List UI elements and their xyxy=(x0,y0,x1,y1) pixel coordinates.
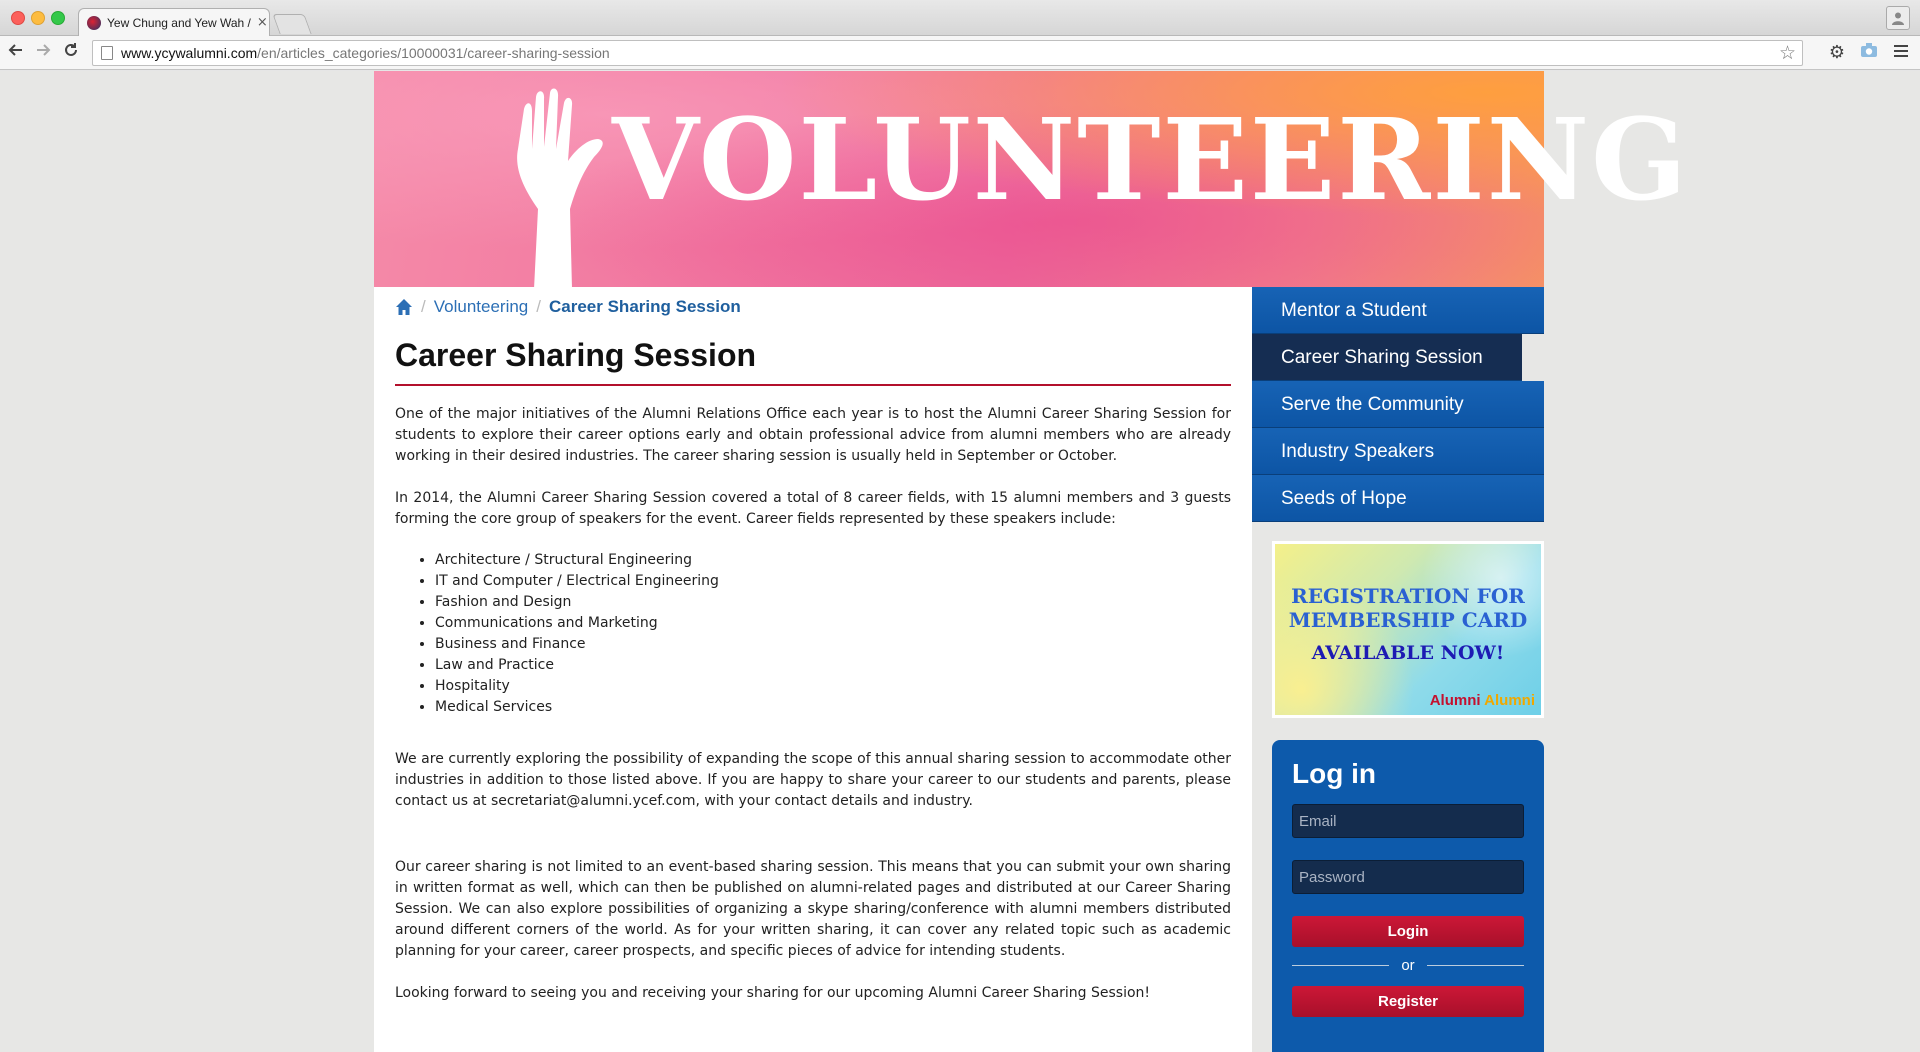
forward-arrow-icon xyxy=(35,42,51,58)
register-button[interactable]: Register xyxy=(1292,986,1524,1017)
career-fields-list xyxy=(435,530,1231,718)
url-path: /en/articles_categories/10000031/career-sharing-session xyxy=(257,45,610,61)
breadcrumb xyxy=(395,297,741,317)
breadcrumb-separator: / xyxy=(536,297,541,316)
breadcrumb-volunteering[interactable]: Volunteering xyxy=(433,297,529,316)
list-item: • Hospitality xyxy=(435,676,1231,697)
settings-gear-icon[interactable]: ⚙ xyxy=(1828,42,1846,63)
or-divider xyxy=(1292,957,1524,974)
email-field[interactable] xyxy=(1292,804,1524,838)
camera-extension-icon[interactable] xyxy=(1858,42,1880,64)
close-window-button[interactable] xyxy=(11,11,25,25)
sidebar-nav xyxy=(1252,287,1544,522)
alumni-logo xyxy=(1430,692,1535,709)
list-item: • Communications and Marketing xyxy=(435,613,1231,634)
page-icon xyxy=(101,46,113,60)
list-item: • Business and Finance xyxy=(435,634,1231,655)
browser-tab-strip xyxy=(0,0,1920,36)
paragraph-written-sharing: Our career sharing is not limited to an event-based sharing session. This means that you can submit your own sharing in written format as well, which can then be published on alumni-related pages and distributed at our Career Sharing Session. We can also explore possibilities of organizing a skype sharing/conference with alumni members distributed around different corners of the world. As for your written sharing, it can cover any related topic such as academic planning for your career, career prospects, and specific pieces of advice for intending students. xyxy=(395,859,1231,959)
profile-icon[interactable] xyxy=(1886,6,1910,30)
sidebar-item-industry-speakers[interactable]: Industry Speakers xyxy=(1252,428,1544,475)
address-bar[interactable] xyxy=(92,40,1803,66)
tab-close-icon[interactable]: × xyxy=(256,15,268,30)
browser-menu-icon[interactable] xyxy=(1890,42,1912,64)
reload-icon xyxy=(63,42,79,58)
forward-button[interactable] xyxy=(32,42,54,64)
tab-title: Yew Chung and Yew Wah / xyxy=(107,15,251,30)
home-icon[interactable] xyxy=(395,298,413,316)
list-item: • Law and Practice xyxy=(435,655,1231,676)
new-tab-button[interactable] xyxy=(272,14,311,34)
sidebar-item-serve-the-community[interactable]: Serve the Community xyxy=(1252,381,1544,428)
page-title: Career Sharing Session xyxy=(395,337,1231,386)
divider-line xyxy=(1427,965,1524,966)
password-field[interactable] xyxy=(1292,860,1524,894)
paragraph-closing: Looking forward to seeing you and receiving your sharing for our upcoming Alumni Career Sharing Session! xyxy=(395,985,1151,1001)
alumni-logo-yew-chung: Alumni xyxy=(1429,692,1481,709)
list-item: • Medical Services xyxy=(435,697,1231,718)
breadcrumb-separator: / xyxy=(421,297,426,316)
or-label: or xyxy=(1401,957,1415,974)
promo-text-membership: MEMBERSHIP CARD xyxy=(1288,608,1528,632)
list-item: • Architecture / Structural Engineering xyxy=(435,550,1231,571)
paragraph-2014: In 2014, the Alumni Career Sharing Session covered a total of 8 career fields, with 15 alumni members and 3 guests forming the core group of speakers for the event. Career fields represented by these speakers include: xyxy=(395,490,1231,527)
browser-toolbar xyxy=(0,36,1920,70)
zoom-window-button[interactable] xyxy=(51,11,65,25)
favicon-icon xyxy=(87,16,101,30)
article-body xyxy=(395,404,1231,1025)
login-button[interactable]: Login xyxy=(1292,916,1524,947)
url-host: www.ycywalumni.com xyxy=(121,45,258,61)
sidebar-item-seeds-of-hope[interactable]: Seeds of Hope xyxy=(1252,475,1544,522)
login-panel xyxy=(1272,740,1544,1052)
promo-line-1 xyxy=(1275,584,1541,632)
volunteering-banner xyxy=(374,71,1689,287)
divider-line xyxy=(1292,965,1389,966)
membership-card-promo[interactable] xyxy=(1272,541,1544,718)
back-button[interactable] xyxy=(5,42,27,64)
minimize-window-button[interactable] xyxy=(31,11,45,25)
paragraph-expanding: We are currently exploring the possibility of expanding the scope of this annual sharing session to accommodate other industries in addition to those listed above. If you are happy to share your career to our students and parents, please contact us at secretariat@alumni.ycef.com, with your contact details and industry. xyxy=(395,751,1231,809)
list-item: • Fashion and Design xyxy=(435,592,1231,613)
reload-button[interactable] xyxy=(60,42,82,64)
banner-title: VOLUNTEERING xyxy=(612,95,1689,226)
breadcrumb-current[interactable]: Career Sharing Session xyxy=(549,297,741,316)
browser-tab[interactable] xyxy=(78,8,270,36)
alumni-logo-yew-wah: Alumni xyxy=(1484,692,1535,709)
sidebar-item-mentor-a-student[interactable]: Mentor a Student xyxy=(1252,287,1544,334)
sidebar-item-career-sharing-session[interactable]: Career Sharing Session xyxy=(1252,334,1522,381)
paragraph-intro: One of the major initiatives of the Alumni Relations Office each year is to host the Alumni Career Sharing Session for students to explore their career options early and obtain professional advice from alumni members who are already working in their desired industries. The career sharing session is usually held in September or October. xyxy=(395,406,1231,464)
promo-text-registration: REGISTRATION FOR xyxy=(1291,584,1525,608)
promo-available-now: AVAILABLE NOW! xyxy=(1311,642,1505,664)
list-item: • IT and Computer / Electrical Engineering xyxy=(435,571,1231,592)
bookmark-star-icon[interactable]: ☆ xyxy=(1778,42,1796,64)
back-arrow-icon xyxy=(8,42,24,58)
login-title: Log in xyxy=(1292,758,1376,789)
raised-hand-icon xyxy=(504,89,614,289)
main-content xyxy=(374,287,1252,1052)
